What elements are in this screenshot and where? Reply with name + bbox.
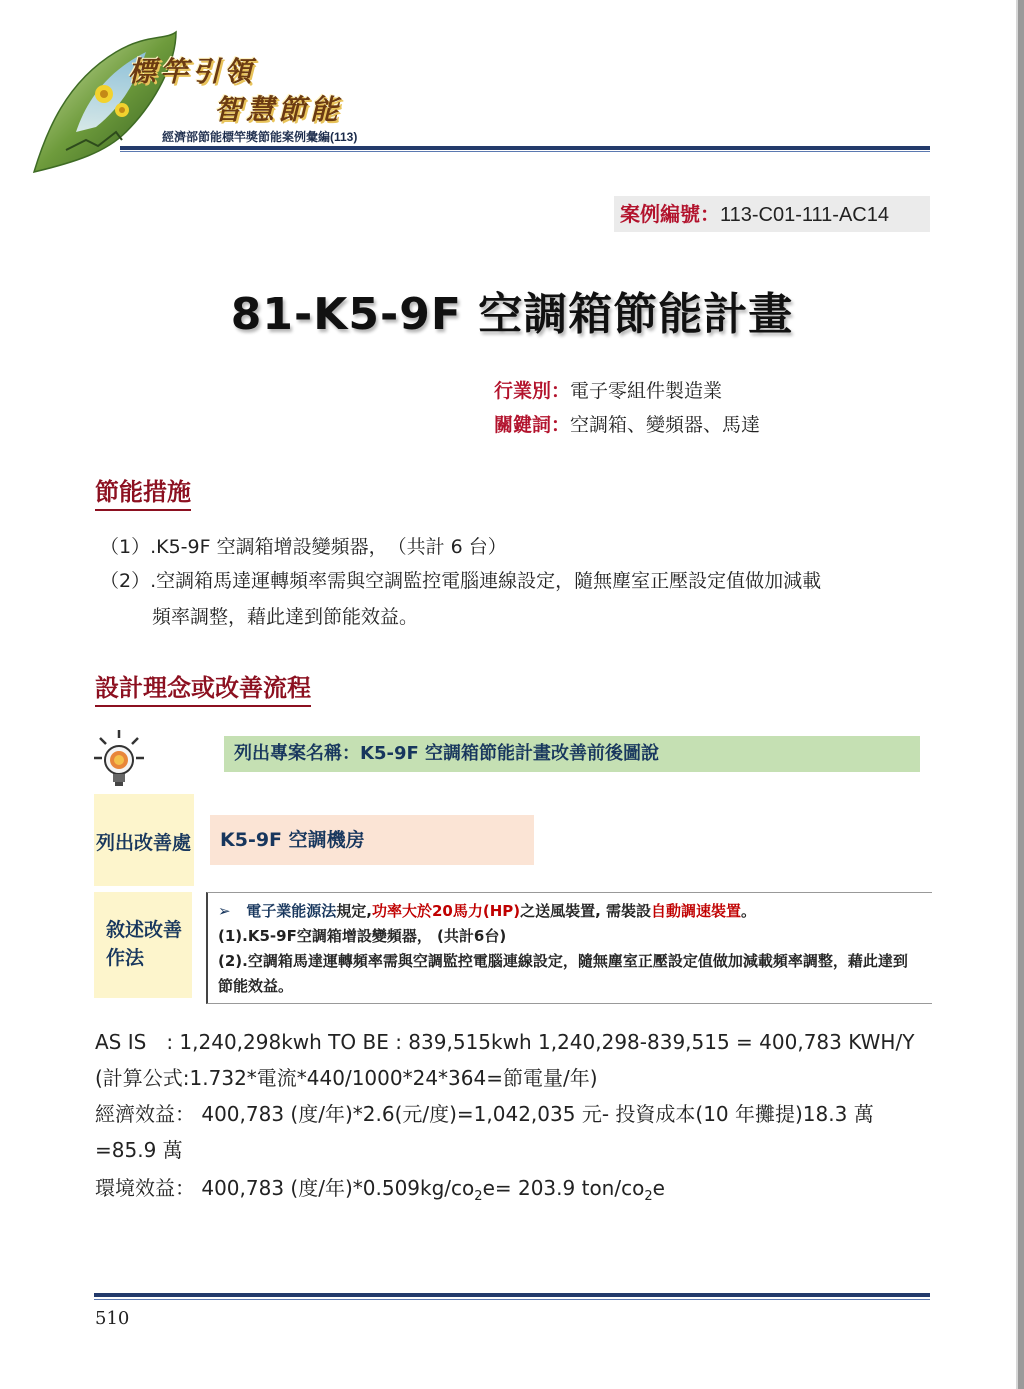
logo-title-line1: 標竿引領 [128,55,257,88]
env-text: e= 203.9 ton/co [482,1176,645,1200]
row1-value: K5-9F 空調機房 [210,815,534,865]
desc-energy-law: 電子業能源法 [246,902,337,920]
header-rule [120,146,930,150]
measure-item: （2）.空調箱馬達運轉頻率需與空調監控電腦連線設定，隨無塵室正壓設定值做加減載 [100,570,822,592]
desc-line2: (1).K5-9F空調箱增設變頻器， (共計6台) [218,927,507,945]
figure-title-bar: 列出專案名稱：K5-9F 空調箱節能計畫改善前後圖說 [224,736,920,772]
desc-power-threshold: 功率大於20馬力(HP) [371,902,521,920]
footer-rule-thin [94,1299,930,1300]
logo-title-line2: 智慧節能 [214,93,343,126]
lightbulb-icon [94,728,144,790]
env-text: e [652,1176,665,1200]
industry-label: 行業別： [494,380,571,402]
page-number: 510 [95,1308,130,1329]
desc-auto-speed: 自動調速裝置 [651,902,742,920]
keywords-value: 空調箱、變頻器、馬達 [570,414,761,436]
case-number-label: 案例編號： [620,202,720,226]
page-edge [1018,0,1024,1389]
keywords-label: 關鍵詞： [494,414,571,436]
case-number [614,196,930,232]
measure-item: （1）.K5-9F 空調箱增設變頻器， （共計 6 台） [100,536,507,558]
improvement-figure [94,728,932,1008]
desc-text: 規定, [336,902,372,920]
calc-as-is-to-be: AS IS : 1,240,298kwh TO BE : 839,515kwh 1,240,298-839,515 = 400,783 KWH/Y [95,1030,915,1054]
page-title: 81-K5-9F 空調箱節能計畫 [230,289,794,340]
arrow-icon: ➢ [218,902,231,920]
calc-economic-result: =85.9 萬 [95,1138,183,1162]
measure-item-continued: 頻率調整，藉此達到節能效益。 [152,606,419,628]
industry-value: 電子零組件製造業 [570,380,723,402]
desc-text: 。 [741,902,757,920]
row1-label: 列出改善處 [96,832,192,854]
env-text: 環境效益： 400,783 (度/年)*0.509kg/co [95,1176,475,1200]
header-rule-thin [120,151,930,152]
section-heading-design: 設計理念或改善流程 [95,668,311,707]
desc-line1 [218,899,932,924]
description-box [206,892,932,1004]
calc-environmental-benefit [95,1172,665,1204]
footer-rule [94,1293,930,1297]
header-logo [26,22,386,182]
env-subscript: 2 [474,1189,483,1204]
calc-formula: (計算公式:1.732*電流*440/1000*24*364=節電量/年) [95,1066,598,1090]
header-subtitle: 經濟部節能標竿獎節能案例彙編(113) [162,130,358,144]
section-heading-measures: 節能措施 [95,472,191,511]
env-subscript: 2 [644,1189,653,1204]
desc-text: 之送風裝置, 需裝設 [520,902,652,920]
row2-label: 敘述改善作法 [106,919,183,969]
calc-economic-benefit: 經濟效益： 400,783 (度/年)*2.6(元/度)=1,042,035 元- 投資成本(10 年攤提)18.3 萬 [95,1102,874,1126]
case-number-value: 113-C01-111-AC14 [720,204,889,226]
desc-line4: 節能效益。 [218,977,294,995]
desc-line3: (2).空調箱馬達運轉頻率需與空調監控電腦連線設定，隨無塵室正壓設定值做加減載頻率調整，藉此達到 [218,952,908,970]
keywords-line [494,410,760,437]
page-edge-shadow [1016,0,1018,1389]
industry-line [494,376,722,403]
